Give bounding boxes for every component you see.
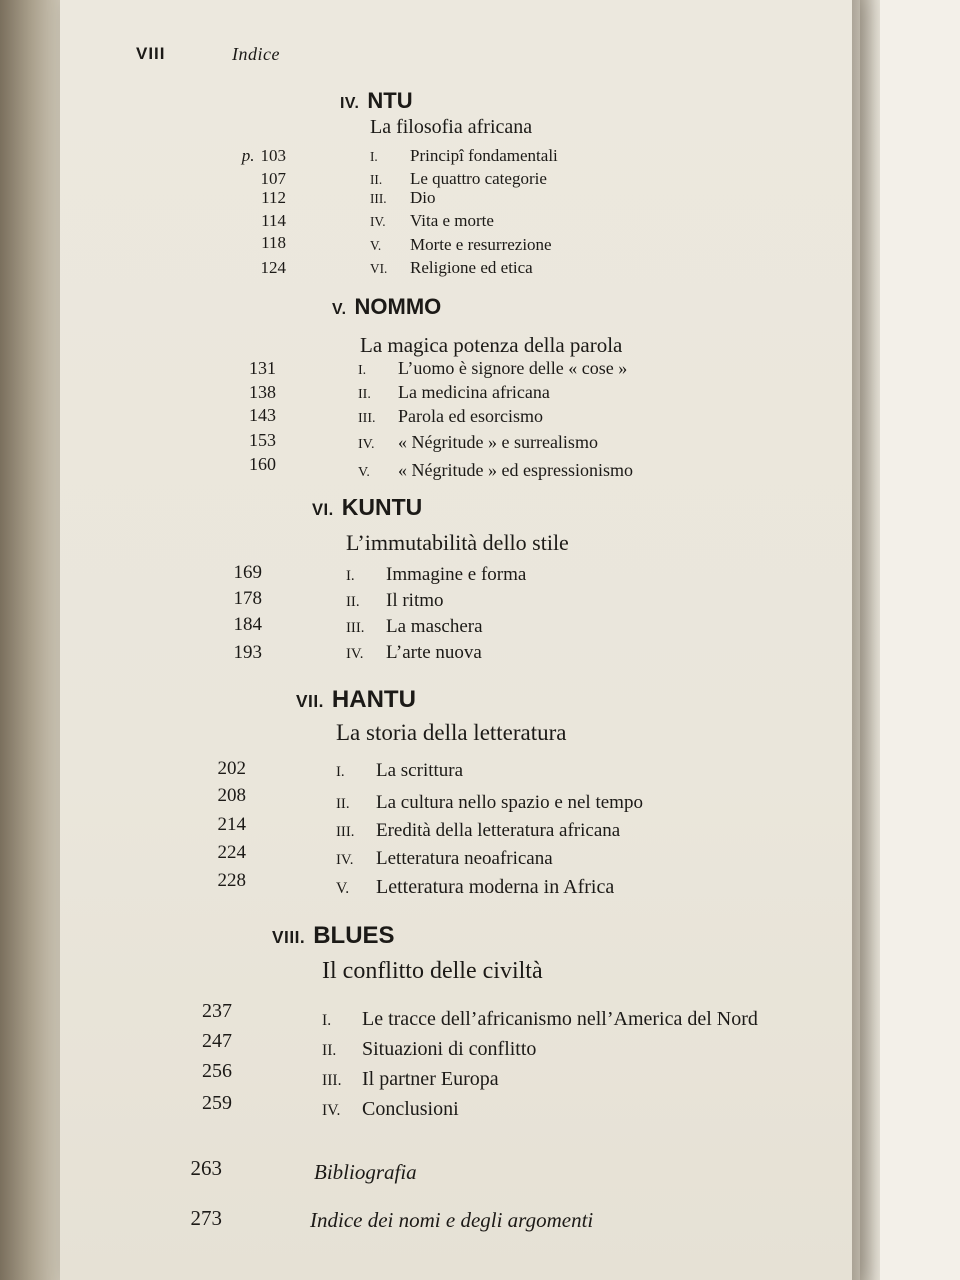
toc-entry: II. La cultura nello spazio e nel tempo — [336, 792, 643, 813]
toc-page-number: 247 — [202, 1030, 232, 1052]
toc-entry: I. Principî fondamentali — [370, 146, 558, 165]
toc-entry: IV. « Négritude » e surrealismo — [358, 432, 598, 452]
toc-entry: IV. L’arte nuova — [346, 642, 482, 663]
chapter-name: NTU — [367, 88, 413, 113]
running-head-page-number: VIII — [136, 44, 166, 63]
toc-entry: V. « Négritude » ed espressionismo — [358, 460, 633, 480]
chapter-heading: VII. HANTU — [296, 686, 416, 713]
toc-entry: III. Il partner Europa — [322, 1068, 499, 1090]
toc-entry: V. Letteratura moderna in Africa — [336, 876, 615, 898]
toc-page-number: p. 103 — [241, 146, 286, 165]
toc-entry: II. La medicina africana — [358, 382, 550, 402]
toc-page-number: 124 — [260, 258, 286, 277]
chapter-subtitle: La filosofia africana — [370, 116, 533, 138]
toc-page-number: 131 — [249, 358, 276, 378]
facing-page — [880, 0, 960, 1280]
toc-page-number: 114 — [261, 211, 286, 230]
toc-entry: III. La maschera — [346, 616, 483, 637]
toc-entry: II. Le quattro categorie — [370, 169, 547, 188]
toc-entry: VI. Religione ed etica — [370, 258, 533, 277]
toc-page-number: 178 — [233, 588, 262, 609]
toc-entry: III. Dio — [370, 188, 436, 207]
toc-page-number: 256 — [202, 1060, 232, 1082]
toc-page-number: 153 — [249, 430, 276, 450]
toc-page-number: 118 — [261, 233, 286, 252]
chapter-subtitle: La magica potenza della parola — [360, 333, 623, 357]
toc-entry: IV. Vita e morte — [370, 211, 494, 230]
toc-page-number: 273 — [190, 1206, 222, 1230]
toc-page-number: 224 — [217, 842, 246, 863]
toc-page-number: 228 — [217, 870, 246, 891]
chapter-heading: VIII. BLUES — [272, 922, 395, 949]
toc-page-number: 202 — [217, 758, 246, 779]
toc-page-number: 214 — [217, 814, 246, 835]
chapter-subtitle: L’immutabilità dello stile — [346, 530, 569, 555]
toc-page-number: 169 — [233, 562, 262, 583]
chapter-heading — [340, 88, 413, 114]
toc-entry: III. Parola ed esorcismo — [358, 406, 543, 426]
toc-entry: I. La scrittura — [336, 760, 464, 781]
toc-entry: IV. Conclusioni — [322, 1098, 459, 1120]
toc-entry: V. Morte e resurrezione — [370, 235, 552, 254]
toc-page-number: 112 — [261, 188, 286, 207]
toc-page-number: 193 — [233, 642, 262, 663]
chapter-heading: VI. KUNTU — [312, 494, 423, 520]
toc-page-number: 208 — [217, 785, 246, 806]
toc-page-number: 138 — [249, 382, 276, 402]
toc-page-number: 160 — [249, 454, 276, 474]
toc-entry: II. Situazioni di conflitto — [322, 1038, 537, 1060]
toc-page-number: 263 — [190, 1156, 222, 1180]
page-prefix: p. — [241, 146, 255, 165]
toc-page-number: 107 — [260, 169, 286, 188]
chapter-subtitle: La storia della letteratura — [336, 720, 567, 745]
toc-entry: I. Le tracce dell’africanismo nell’America del Nord — [322, 1008, 758, 1030]
toc-entry: III. Eredità della letteratura africana — [336, 820, 621, 841]
toc-page-number: 259 — [202, 1092, 232, 1114]
running-head-title: Indice — [232, 44, 280, 64]
toc-entry: I. Immagine e forma — [346, 564, 527, 585]
toc-page-number: 143 — [249, 405, 276, 425]
toc-entry: IV. Letteratura neoafricana — [336, 848, 553, 869]
chapter-heading: V. NOMMO — [332, 294, 442, 319]
toc-page-number: 184 — [233, 614, 262, 635]
chapter-numeral: IV. — [340, 95, 360, 112]
toc-entry: II. Il ritmo — [346, 590, 444, 611]
book-gutter — [852, 0, 882, 1280]
toc-entry-bibliography: Bibliografia — [314, 1160, 417, 1184]
toc-page-number: 237 — [202, 1000, 232, 1022]
toc-entry: I. L’uomo è signore delle « cose » — [358, 358, 628, 378]
toc-entry-index: Indice dei nomi e degli argomenti — [310, 1208, 594, 1232]
chapter-subtitle: Il conflitto delle civiltà — [322, 958, 543, 984]
